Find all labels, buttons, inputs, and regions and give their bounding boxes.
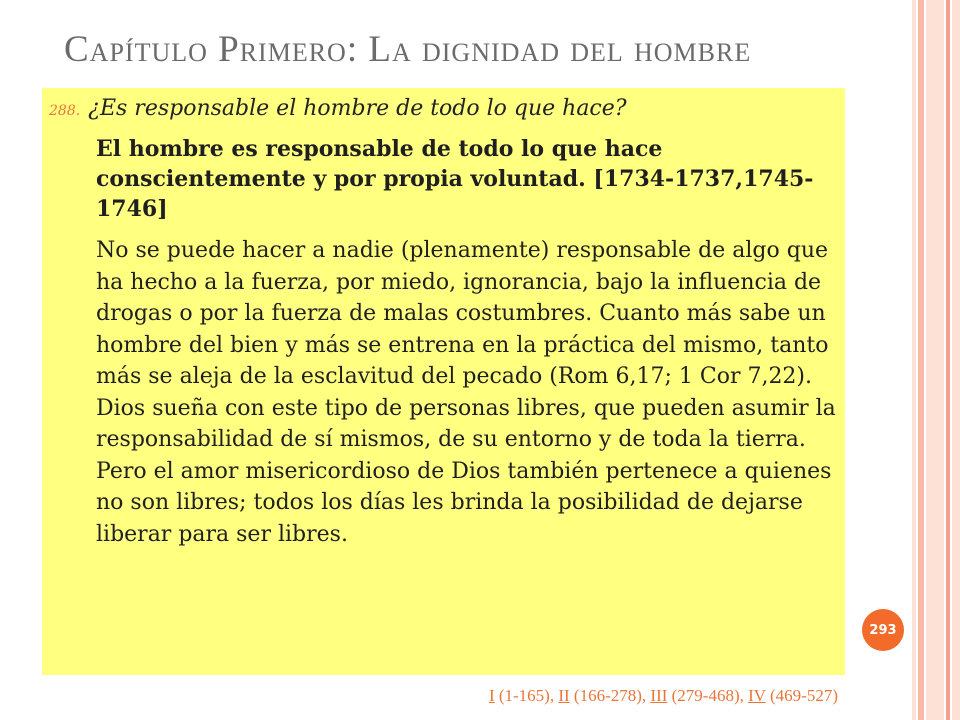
footer-range-part-4: (469-527)	[765, 686, 838, 705]
slide-title: Capítulo Primero: La dignidad del hombre	[64, 29, 752, 70]
question-text: ¿Es responsable el hombre de todo lo que hace?	[88, 96, 627, 121]
footer-navigation	[489, 686, 838, 706]
footer-link-part-1[interactable]: I	[488, 686, 495, 705]
question-number: 288.	[49, 103, 81, 119]
page-number-badge: 293	[862, 609, 904, 651]
footer-link-part-4[interactable]: IV	[748, 686, 766, 705]
decorative-stripes	[912, 0, 960, 720]
footer-range-part-2: (166-278),	[569, 686, 651, 705]
footer-link-part-3[interactable]: III	[650, 686, 668, 705]
footer-link-part-2[interactable]: II	[558, 686, 570, 705]
body-paragraph: No se puede hacer a nadie (plenamente) responsable de algo que ha hecho a la fuerza, por miedo, ignorancia, bajo la influencia de drogas o por la fuerza de malas costumbres. Cuanto más sabe un hombre del bien y más se entrena en la práctica del mismo, tanto más se aleja de la esclavitud del pecado (Rom 6,17; 1 Cor 7,22). Dios sueña con este tipo de personas libres, que pueden asumir la responsabilidad de sí mismos, de su entorno y de toda la tierra. Pero el amor misericordioso de Dios también pertenece a quienes no son libres; todos los días les brinda la posibilidad de dejarse liberar para ser libres.	[96, 238, 836, 547]
question-line	[49, 96, 627, 121]
footer-range-part-1: (1-165),	[494, 686, 559, 705]
answer-text: El hombre es responsable de todo lo que hace conscientemente y por propia voluntad. [1734-1737,1745-1746]	[96, 136, 814, 222]
footer-range-part-3: (279-468),	[667, 686, 749, 705]
